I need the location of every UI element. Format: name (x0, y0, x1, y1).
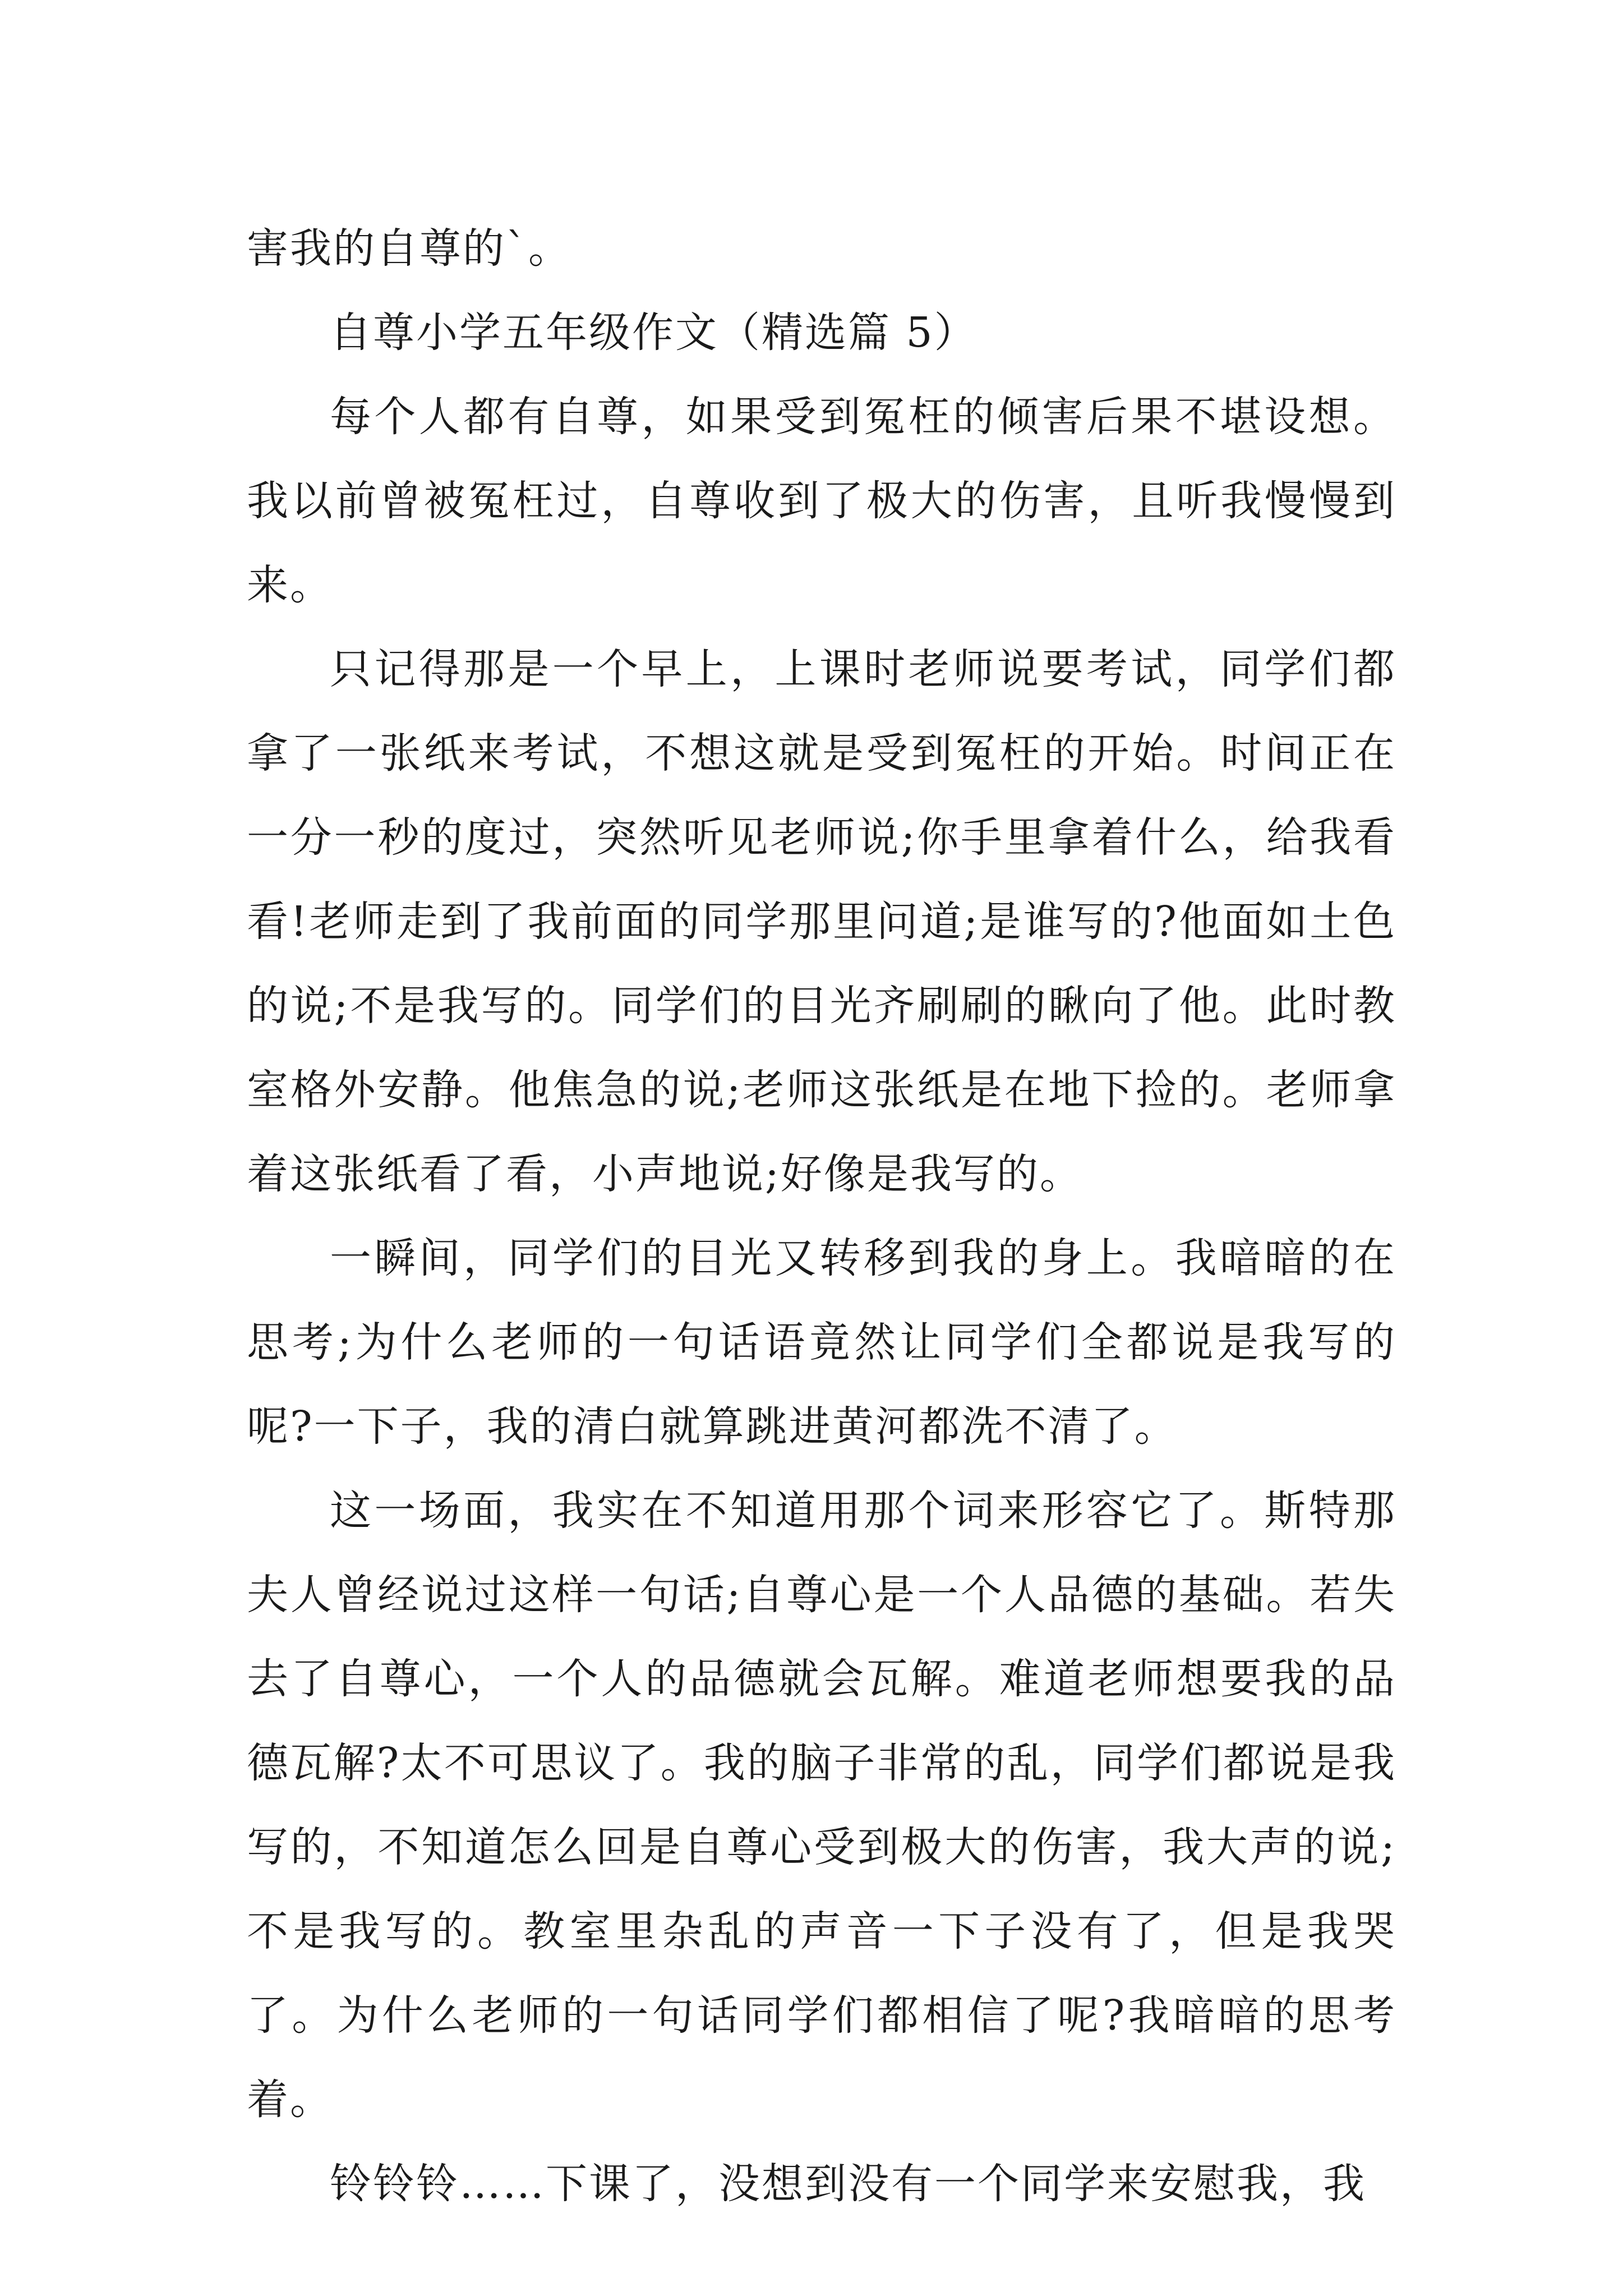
paragraph-4: 这一场面，我实在不知道用那个词来形容它了。斯特那夫人曾经说过这样一句话;自尊心是一个人品德的基础。若失去了自尊心，一个人的品德就会瓦解。难道老师想要我的品德瓦解?太不可思议了。我的脑子非常的乱，同学们都说是我写的，不知道怎么回是自尊心受到极大的伤害，我大声的说;不是我写的。教室里杂乱的声音一下子没有了，但是我哭了。为什么老师的一句话同学们都相信了呢?我暗暗的思考着。 (247, 1487, 1396, 2124)
lead-fragment: 害我的自尊的`。 (247, 224, 571, 273)
document-body (247, 206, 1396, 2226)
paragraph-5: 铃铃铃……下课了，没想到没有一个同学来安慰我，我 (330, 2160, 1366, 2208)
paragraph-2: 只记得那是一个早上，上课时老师说要考试，同学们都拿了一张纸来考试，不想这就是受到冤枉的开始。时间正在一分一秒的度过，突然听见老师说;你手里拿着什么，给我看看!老师走到了我前面的同学那里问道;是谁写的?他面如土色的说;不是我写的。同学们的目光齐刷刷的瞅向了他。此时教室格外安静。他焦急的说;老师这张纸是在地下捡的。老师拿着这张纸看了看，小声地说;好像是我写的。 (247, 645, 1396, 1198)
paragraph-3: 一瞬间，同学们的目光又转移到我的身上。我暗暗的在思考;为什么老师的一句话语竟然让同学们全都说是我写的呢?一下子，我的清白就算跳进黄河都洗不清了。 (247, 1234, 1396, 1451)
section-title: 自尊小学五年级作文（精选篇 5） (330, 309, 978, 357)
paragraph-1: 每个人都有自尊，如果受到冤枉的倾害后果不堪设想。我以前曾被冤枉过，自尊收到了极大的伤害，且听我慢慢到来。 (247, 393, 1396, 609)
